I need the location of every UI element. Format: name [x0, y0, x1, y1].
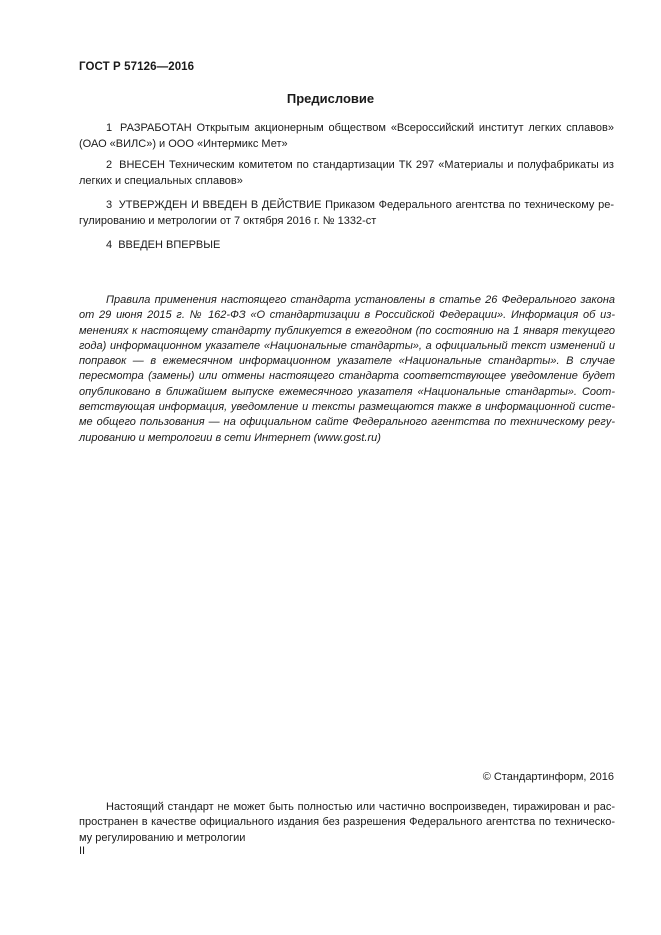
foreword-item-4 — [79, 238, 614, 254]
rules-paragraph: Правила применения настоящего стандарта установлены в статье 26 Федерального закона от 29 июня 2015 г. № 162-ФЗ «О стандартизации в Российской Федерации». Информация об изменениях к настоящему стандарту публикуется в ежегодном (по состоянию на 1 января текущего года) информационном указателе «Национальные стандарты», а официальный текст изменений и поправок — в ежемесячном информационном указателе «Национальные стандарты». В случае пересмотра (замены) или отмены настоящего стандарта соответствующее уведомление будет опубликовано в ближайшем выпуске ежемесячного указателя «Национальные стандарты». Соответствующая информация, уведомление и тексты размещаются также в информационной системе общего пользования — на официальном сайте Федерального агентства по техническому регулированию и метрологии в сети Интернет (www.gost.ru) — [79, 294, 615, 444]
item-number: 4 — [106, 239, 113, 251]
foreword-item-1 — [79, 121, 614, 152]
foreword-item-2 — [79, 158, 614, 189]
item-number: 3 — [106, 199, 113, 211]
foreword-item-3 — [79, 198, 614, 229]
page-number: II — [79, 845, 86, 857]
item-text: ВНЕСЕН Техническим комитетом по стандартизации ТК 297 «Материалы и полуфабрикаты из легких и специальных сплавов» — [79, 159, 614, 187]
item-text: УТВЕРЖДЕН И ВВЕДЕН В ДЕЙСТВИЕ Приказом Федерального агентства по техническому регулированию и метрологии от 7 октября 2016 г. № 1332-ст — [79, 199, 614, 227]
item-number: 1 — [106, 122, 113, 134]
item-number: 2 — [106, 159, 113, 171]
item-text: РАЗРАБОТАН Открытым акционерным обществом «Всероссийский институт легких сплавов» (ОАО «ВИЛС») и ООО «Интермикс Мет» — [79, 122, 615, 150]
page-title: Предисловие — [286, 91, 375, 106]
item-text: ВВЕДЕН ВПЕРВЫЕ — [118, 239, 221, 251]
reproduction-notice: Настоящий стандарт не может быть полностью или частично воспроизведен, тиражирован и распространен в качестве официального издания без разрешения Федерального агентства по техническому регулированию и метрологии — [79, 801, 615, 844]
document-code: ГОСТ Р 57126—2016 — [79, 61, 195, 73]
copyright-notice: © Стандартинформ, 2016 — [482, 771, 614, 783]
